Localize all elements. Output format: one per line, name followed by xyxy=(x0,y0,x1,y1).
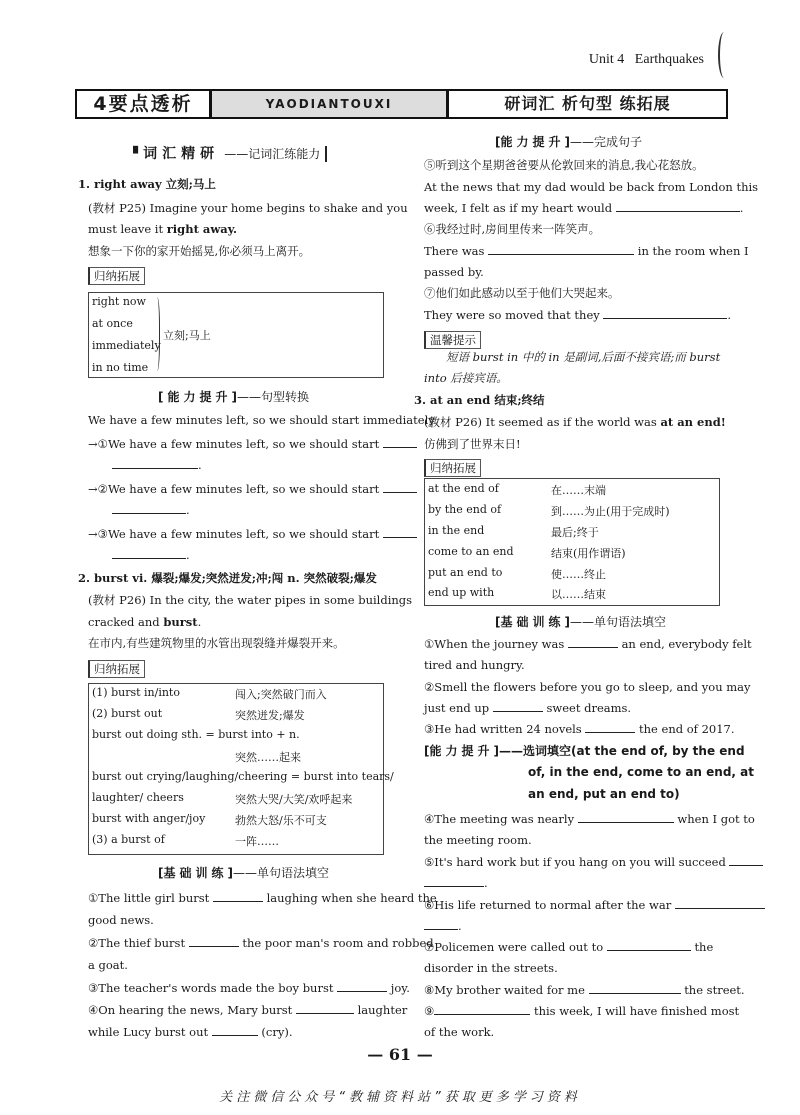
section-title xyxy=(128,143,327,163)
phrase-zh: 突然大哭/大笑/欢呼起来 xyxy=(235,793,353,806)
item2-q4 xyxy=(88,1000,407,1021)
item2-example-2-bold: burst xyxy=(163,615,198,629)
tip-tag-text: 温馨提示 xyxy=(424,331,481,349)
ability-sub: ——句型转换 xyxy=(236,390,309,404)
phrase-zh: 闯入;突然破门而入 xyxy=(235,688,327,701)
tip-line-1: 短语 burst in 中的 in 是副词,后面不接宾语;而 burst xyxy=(446,350,721,364)
phrase-en: burst out crying/laughing/cheering = burst into tears/ xyxy=(92,770,394,783)
e6-cont: . xyxy=(424,916,462,937)
item3-head: 3. at an end 结束;终结 xyxy=(414,393,545,407)
right-ability2-heading: [能力提升]——选词填空(at the end of, by the end xyxy=(424,744,745,758)
phrase-en: burst out doing sth. = burst into + n. xyxy=(92,728,300,741)
item1-rewrite-2 xyxy=(88,479,417,500)
section-title-text: 词汇精研 xyxy=(143,146,220,162)
unit-heading xyxy=(589,52,704,68)
item2-tag xyxy=(88,658,145,678)
ability2-sub-2: of, in the end, come to an end, at xyxy=(528,765,754,779)
answer-blank[interactable] xyxy=(603,306,727,319)
q-text: the street. xyxy=(684,983,745,997)
item1-rewrite-1-cont: . xyxy=(112,455,202,476)
drill-sub: ——单句语法填空 xyxy=(232,866,329,880)
e9-cont: of the work. xyxy=(424,1025,495,1039)
tip-line-2: into 后接宾语。 xyxy=(424,371,508,385)
phrase-zh: 最后;终于 xyxy=(551,526,599,539)
item1-example-2 xyxy=(88,219,237,240)
e4-cont: the meeting room. xyxy=(424,833,532,847)
page-number: — 61 — xyxy=(367,1045,433,1064)
phrase-en: at the end of xyxy=(428,482,499,495)
item2-chinese: 在市内,有些建筑物里的水管出现裂缝并爆裂开来。 xyxy=(88,636,345,650)
q-text: ⑨ xyxy=(424,1004,435,1018)
answer-blank[interactable] xyxy=(729,853,763,866)
answer-blank[interactable] xyxy=(488,242,634,255)
answer-blank[interactable] xyxy=(112,456,198,469)
q-text: while Lucy burst out xyxy=(88,1025,209,1039)
phrase-zh: 结束(用作谓语) xyxy=(551,547,626,560)
q-text: this week, I will have finished most xyxy=(533,1004,740,1018)
answer-blank[interactable] xyxy=(189,934,239,947)
e5 xyxy=(424,852,763,873)
item1-tag xyxy=(88,265,145,285)
item2-example-2-end: . xyxy=(197,615,202,629)
item2-phrase-table xyxy=(88,683,394,855)
answer-blank[interactable] xyxy=(616,199,740,212)
banner-title: 4要点透析 xyxy=(77,91,209,117)
q-text: laughing when she heard the xyxy=(266,891,437,905)
e6 xyxy=(424,895,765,916)
drill-label: 基础训练 xyxy=(500,615,565,629)
page-curl-decoration xyxy=(718,32,730,78)
s5-english-2: week, I felt as if my heart would . xyxy=(424,201,744,215)
answer-blank[interactable] xyxy=(568,635,618,648)
tip-tag xyxy=(424,329,481,349)
q-text: the poor man's room and robbed xyxy=(242,936,434,950)
item3-chinese: 仿佛到了世界末日! xyxy=(424,437,521,451)
ability-label: 能力提升 xyxy=(500,135,565,149)
rewrite-text: →②We have a few minutes left, so we should start xyxy=(88,482,380,496)
phrase-en: in the end xyxy=(428,524,485,537)
answer-blank[interactable] xyxy=(585,720,635,733)
s7-chinese: ⑦他们如此感动以至于他们大哭起来。 xyxy=(424,286,620,300)
q-text: ⑦Policemen were called out to xyxy=(424,940,604,954)
synonym-item: right now xyxy=(92,295,146,308)
s-text: There was xyxy=(424,244,485,258)
answer-blank[interactable] xyxy=(213,889,263,902)
q-text: laughter xyxy=(357,1003,408,1017)
item2-q1-cont: good news. xyxy=(88,913,154,927)
item3-tag-text: 归纳拓展 xyxy=(424,459,481,477)
e7 xyxy=(424,937,713,958)
q-text: ⑧My brother waited for me xyxy=(424,983,585,997)
s7-english: They were so moved that they . xyxy=(424,308,732,322)
phrase-en: burst with anger/joy xyxy=(92,812,206,825)
s5-english-1: At the news that my dad would be back from London this xyxy=(424,180,759,194)
synonym-meaning: 立刻;马上 xyxy=(163,329,211,342)
item2-example-1: (教材 P26) In the city, the water pipes in some buildings xyxy=(88,593,413,607)
item1-rewrite-2-cont: . xyxy=(112,500,190,521)
item3-tag xyxy=(424,457,481,477)
rewrite-text: →③We have a few minutes left, so we should start xyxy=(88,527,380,541)
item1-synonym-box xyxy=(88,292,384,378)
item3-phrase-table xyxy=(424,478,720,606)
item1-rewrite-1 xyxy=(88,434,417,455)
s-text: in the room when I xyxy=(637,244,749,258)
item1-tag-text: 归纳拓展 xyxy=(88,267,145,285)
footer-note: 关注微信公众号“教辅资料站”获取更多学习资料 xyxy=(219,1090,581,1105)
item2-q2 xyxy=(88,933,434,954)
answer-blank[interactable] xyxy=(434,1002,530,1015)
q-text: an end, everybody felt xyxy=(621,637,752,651)
q-text: when I got to xyxy=(677,812,755,826)
phrase-zh: 以……结束 xyxy=(551,588,606,601)
e7-cont: disorder in the streets. xyxy=(424,961,558,975)
ability-label: 能力提升 xyxy=(429,744,494,758)
q-text: sweet dreams. xyxy=(546,701,632,715)
synonym-item: immediately xyxy=(92,339,161,352)
phrase-en: by the end of xyxy=(428,503,502,516)
title-bar xyxy=(325,146,327,162)
phrase-en: put an end to xyxy=(428,566,503,579)
unit-topic: Earthquakes xyxy=(634,52,704,67)
book-icon: ▝ xyxy=(128,147,138,162)
phrase-zh: 突然……起来 xyxy=(235,751,301,764)
q-text: the xyxy=(694,940,714,954)
q-text: ①The little girl burst xyxy=(88,891,210,905)
phrase-en: (2) burst out xyxy=(92,707,163,720)
item1-rewrite-3 xyxy=(88,524,417,545)
item1-example-2-bold: right away. xyxy=(166,222,238,236)
e4 xyxy=(424,809,755,830)
answer-blank[interactable] xyxy=(296,1001,354,1014)
q-text: ③The teacher's words made the boy burst xyxy=(88,981,334,995)
q-text: ④On hearing the news, Mary burst xyxy=(88,1003,293,1017)
right-drill-heading: [基础训练]——单句语法填空 xyxy=(495,615,666,629)
d2-cont xyxy=(424,698,631,719)
item1-ability-heading: [能力提升]——句型转换 xyxy=(158,390,309,404)
d1 xyxy=(424,634,752,655)
answer-blank[interactable] xyxy=(424,874,484,887)
phrase-en: end up with xyxy=(428,586,495,599)
item1-example-2-text: must leave it xyxy=(88,222,167,236)
item2-head: 2. burst vi. 爆裂;爆发;突然迸发;冲;闯 n. 突然破裂;爆发 xyxy=(78,571,377,585)
answer-blank[interactable] xyxy=(383,480,417,493)
answer-blank[interactable] xyxy=(212,1023,258,1036)
e5-cont: . xyxy=(424,873,488,894)
phrase-zh: 勃然大怒/乐不可支 xyxy=(235,814,327,827)
drill-label: 基础训练 xyxy=(163,866,228,880)
item2-example-2-text: cracked and xyxy=(88,615,164,629)
s6-chinese: ⑥我经过时,房间里传来一阵笑声。 xyxy=(424,222,601,236)
answer-blank[interactable] xyxy=(578,810,674,823)
unit-label: Unit 4 xyxy=(588,52,625,67)
s6-english-2: passed by. xyxy=(424,265,484,279)
item3-example-text: (教材 P26) It seemed as if the world was xyxy=(424,415,661,429)
item1-head: 1. right away 立刻;马上 xyxy=(78,177,216,191)
phrase-zh: 突然迸发;爆发 xyxy=(235,709,305,722)
d1-cont: tired and hungry. xyxy=(424,658,525,672)
q-text: ②The thief burst xyxy=(88,936,186,950)
answer-blank[interactable] xyxy=(675,896,765,909)
answer-blank[interactable] xyxy=(607,938,691,951)
answer-blank[interactable] xyxy=(112,501,186,514)
rewrite-text: →①We have a few minutes left, so we should start xyxy=(88,437,380,451)
synonym-item: in no time xyxy=(92,361,149,374)
phrase-en: laughter/ cheers xyxy=(92,791,184,804)
q-text: (cry). xyxy=(261,1025,293,1039)
q-text: ④The meeting was nearly xyxy=(424,812,575,826)
ability2-sub-1: ——选词填空(at the end of, by the end xyxy=(498,744,745,758)
phrase-en: (3) a burst of xyxy=(92,833,165,846)
item2-q3 xyxy=(88,978,410,999)
item2-example-2 xyxy=(88,612,201,633)
answer-blank[interactable] xyxy=(112,546,186,559)
drill-sub: ——单句语法填空 xyxy=(569,615,666,629)
answer-blank[interactable] xyxy=(424,917,458,930)
s5-chinese: ⑤听到这个星期爸爸要从伦敦回来的消息,我心花怒放。 xyxy=(424,158,704,172)
item2-drill-heading: [基础训练]——单句语法填空 xyxy=(158,866,329,880)
banner-pinyin: YAODIANTOUXI xyxy=(212,91,446,117)
brace xyxy=(153,297,160,371)
phrase-zh: 一阵…… xyxy=(235,835,279,848)
item2-q2-cont: a goat. xyxy=(88,958,128,972)
phrase-zh: 使……终止 xyxy=(551,568,606,581)
synonym-item: at once xyxy=(92,317,133,330)
ability2-sub-3: an end, put an end to) xyxy=(528,787,680,801)
answer-blank[interactable] xyxy=(383,525,417,538)
right-ability-heading: [能力提升]——完成句子 xyxy=(495,135,642,149)
phrase-en: (1) burst in/into xyxy=(92,686,180,699)
phrase-zh: 在……末端 xyxy=(551,484,606,497)
q-text: ①When the journey was xyxy=(424,637,565,651)
answer-blank[interactable] xyxy=(337,979,387,992)
item2-q1 xyxy=(88,888,437,909)
item3-example xyxy=(424,412,726,433)
ability-sub: ——完成句子 xyxy=(569,135,642,149)
q-text: joy. xyxy=(390,981,410,995)
d2: ②Smell the flowers before you go to sleep, and you may xyxy=(424,680,751,694)
e9 xyxy=(424,1001,739,1022)
item1-example-1: (教材 P25) Imagine your home begins to shake and you xyxy=(88,201,408,215)
e8 xyxy=(424,980,745,1001)
item2-q4-cont xyxy=(88,1022,293,1043)
q-text: just end up xyxy=(424,701,490,715)
s6-english-1 xyxy=(424,241,749,262)
section-subtitle: ——记词汇练能力 xyxy=(224,147,321,161)
q-text: the end of 2017. xyxy=(639,722,735,736)
answer-blank[interactable] xyxy=(383,435,417,448)
q-text: ⑥His life returned to normal after the war xyxy=(424,898,672,912)
d3 xyxy=(424,719,735,740)
answer-blank[interactable] xyxy=(589,981,681,994)
q-text: ⑤It's hard work but if you hang on you will succeed xyxy=(424,855,726,869)
phrase-zh: 到……为止(用于完成时) xyxy=(551,505,670,518)
item2-tag-text: 归纳拓展 xyxy=(88,660,145,678)
answer-blank[interactable] xyxy=(493,699,543,712)
q-text: ③He had written 24 novels xyxy=(424,722,582,736)
item1-chinese: 想象一下你的家开始摇晃,你必须马上离开。 xyxy=(88,244,311,258)
banner-subtitle: 研词汇 析句型 练拓展 xyxy=(449,91,726,117)
phrase-en: come to an end xyxy=(428,545,514,558)
item3-example-bold: at an end! xyxy=(660,415,726,429)
ability-label: 能力提升 xyxy=(167,390,232,404)
s-text: They were so moved that they xyxy=(424,308,600,322)
s-text: week, I felt as if my heart would xyxy=(424,201,613,215)
item1-original-sentence: We have a few minutes left, so we should start immediately. xyxy=(88,413,437,427)
item1-rewrite-3-cont: . xyxy=(112,545,190,566)
